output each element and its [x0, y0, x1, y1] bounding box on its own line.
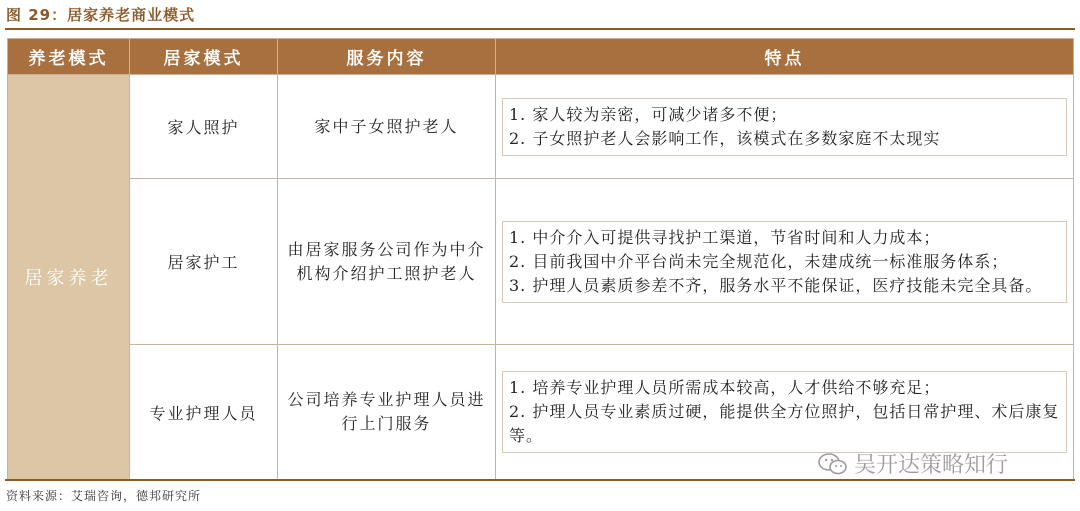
wechat-icon	[818, 452, 848, 476]
top-rule	[5, 28, 1075, 30]
source-note: 资料来源：艾瑞咨询，德邦研究所	[6, 489, 202, 503]
row-mode: 专业护理人员	[130, 345, 278, 480]
row-features	[496, 75, 1074, 179]
features-box	[502, 371, 1067, 453]
features-box	[502, 98, 1067, 156]
watermark-text: 吴开达策略知行	[854, 453, 1009, 478]
row-service: 公司培养专业护理人员进行上门服务	[278, 345, 496, 480]
header-features: 特点	[496, 39, 1074, 75]
row-mode: 家人照护	[130, 75, 278, 179]
feature-line: 3. 护理人员素质参差不齐，服务水平不能保证，医疗技能未完全具备。	[509, 275, 1043, 295]
table-row	[8, 179, 1074, 345]
feature-line: 2. 子女照护老人会影响工作，该模式在多数家庭不太现实	[509, 128, 941, 148]
feature-line: 2. 目前我国中介平台尚未完全规范化，未建成统一标准服务体系；	[509, 251, 1009, 271]
row-service: 家中子女照护老人	[278, 75, 496, 179]
row-mode: 居家护工	[130, 179, 278, 345]
mode-label-home-care: 居家养老	[8, 75, 130, 480]
features-box	[502, 221, 1067, 303]
row-service: 由居家服务公司作为中介机构介绍护工照护老人	[278, 179, 496, 345]
header-pension-mode: 养老模式	[8, 39, 130, 75]
bottom-rule	[5, 479, 1075, 481]
row-features	[496, 179, 1074, 345]
header-home-mode: 居家模式	[130, 39, 278, 75]
watermark	[818, 448, 1008, 479]
feature-line: 2. 护理人员专业素质过硬，能提供全方位照护，包括日常护理、术后康复等。	[509, 402, 1060, 445]
feature-line: 1. 中介介入可提供寻找护工渠道，节省时间和人力成本；	[509, 227, 941, 247]
table-row	[8, 75, 1074, 179]
table-header-row	[8, 39, 1074, 75]
figure-title: 图 29：居家养老商业模式	[6, 6, 196, 24]
business-model-table	[7, 38, 1074, 480]
feature-line: 1. 培养专业护理人员所需成本较高，人才供给不够充足；	[509, 378, 941, 397]
feature-line: 1. 家人较为亲密，可减少诸多不便；	[509, 104, 788, 124]
header-service-content: 服务内容	[278, 39, 496, 75]
